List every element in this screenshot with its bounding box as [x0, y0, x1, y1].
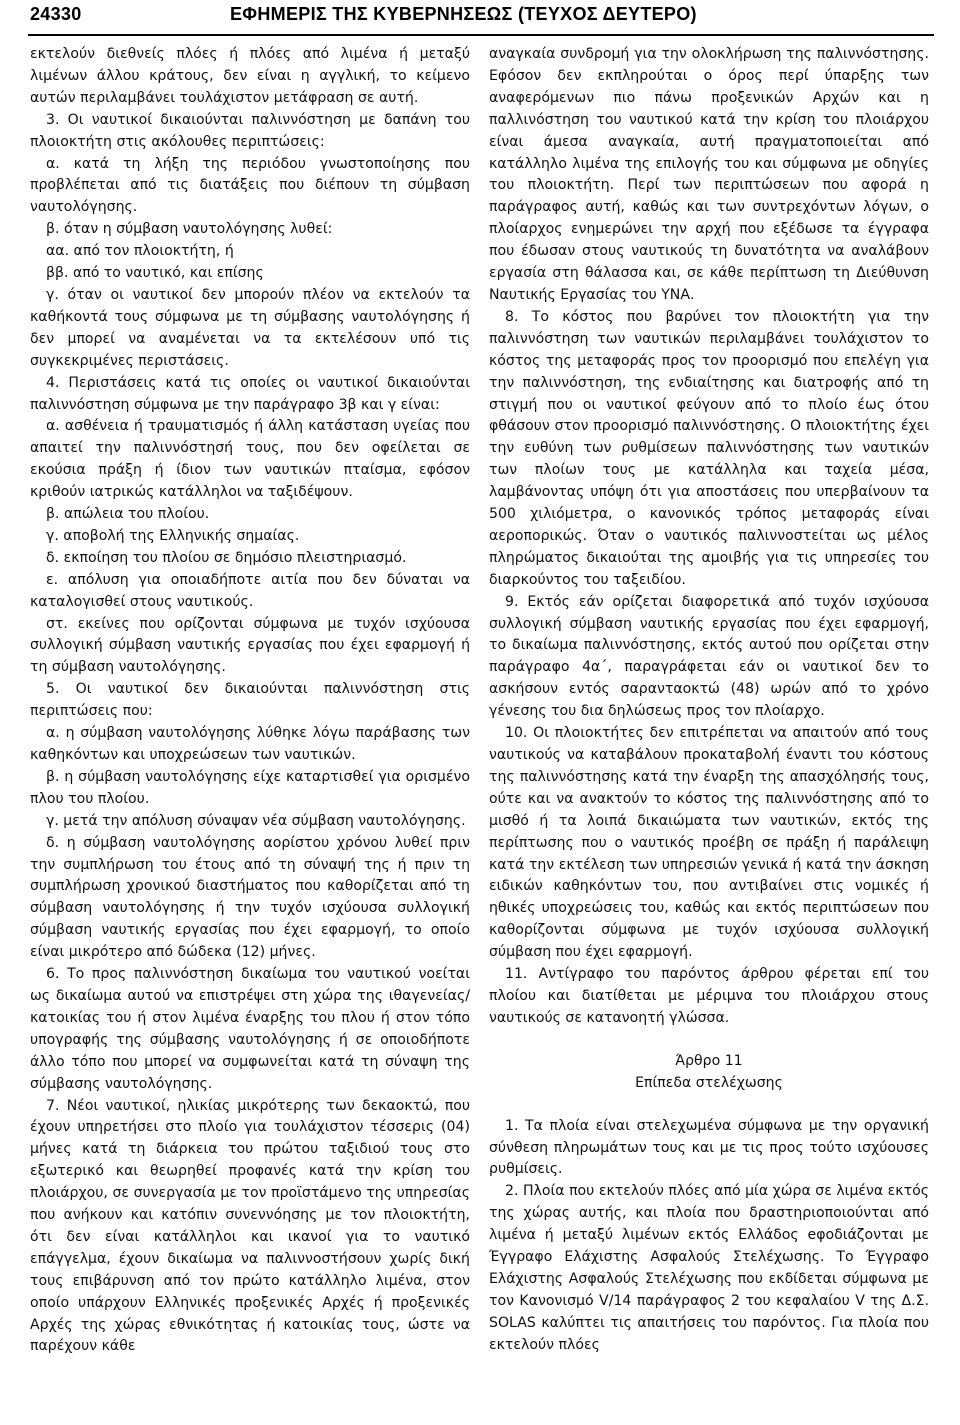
paragraph: β. όταν η σύμβαση ναυτολόγησης λυθεί: [46, 221, 333, 238]
paragraph: α. η σύμβαση ναυτολόγησης λύθηκε λόγω παράβασης των καθηκόντων και υποχρεώσεων των ναυτικών. [30, 725, 470, 763]
paragraph: 10. Οι πλοιοκτήτες δεν επιτρέπεται να απαιτούν από τους ναυτικούς να καταβάλουν προκαταβολή έναντι του κόστους της παλιννόστησης κατά την έναρξη της απασχόλησής τους, ούτε και να ανακτούν το κόστος της παλιννόστησης από το μισθό ή τα λοιπά δικαιώματα των ναυτικών, εκτός της περίπτωσης που ο ναυτικός προέβη σε πράξη ή παράλειψη κατά την εκτέλεση των υπηρεσιών γενικά ή κατά την άσκηση ειδικών καθηκόντων του, που αντιβαίνει στις νομικές ή ηθικές υποχρεώσεις του, καθώς και εκτός περιπτώσεων που καθορίζονται σύμφωνα με τυχόν ισχύουσα συλλογική σύμβαση που έχει εφαρμογή. [489, 725, 929, 961]
paragraph: ε. απόλυση για οποιαδήποτε αιτία που δεν δύναται να καταλογισθεί στους ναυτικούς. [30, 571, 470, 610]
paragraph: α. ασθένεια ή τραυματισμός ή άλλη κατάσταση υγείας που απαιτεί την παλιννόστησή τους, που δεν οφείλεται σε εκούσια πράξη ή ίδιον των ναυτικών πταίσμα, εφόσον κριθούν ιατρικώς κατάλληλοι να ταξιδέψουν. [30, 418, 470, 501]
paragraph: εκτελούν διεθνείς πλόες ή πλόες από λιμένα ή μεταξύ λιμένων άλλου κράτους, δεν είναι η αγγλική, το κείμενο αυτών περιλαμβάνει τουλάχιστον μετάφραση σε αυτή. [30, 46, 470, 106]
paragraph: 9. Εκτός εάν ορίζεται διαφορετικά από τυχόν ισχύουσα συλλογική σύμβαση ναυτικής εργασίας που έχει εφαρμογή, το δικαίωμα παλιννόστησης, εκτός αυτού που ορίζεται στην παράγραφο 4α΄, παραγράφεται εάν οι ναυτικοί δεν το ασκήσουν εντός σαρανταοκτώ (48) ωρών από το χρόνο γένεσης του δια δηλώσεως προς τον πλοίαρχο. [489, 593, 929, 720]
paragraph: 4. Περιστάσεις κατά τις οποίες οι ναυτικοί δικαιούνται παλιννόστηση σύμφωνα με την παράγραφο 3β και γ είναι: [30, 374, 470, 413]
paragraph: γ. όταν οι ναυτικοί δεν μπορούν πλέον να εκτελούν τα καθήκοντά τους σύμφωνα με τη σύμβασης ναυτολόγησης ή δεν μπορεί να αναμένεται να τα εκτελέσουν υπό τις συγκεκριμένες περιστάσεις. [30, 286, 470, 369]
paragraph: 3. Οι ναυτικοί δικαιούνται παλιννόστηση με δαπάνη του πλοιοκτήτη στις ακόλουθες περιπτώσεις: [30, 111, 470, 150]
paragraph: αα. από τον πλοιοκτήτη, ή [46, 243, 234, 260]
right-column [489, 44, 929, 1357]
paragraph: ββ. από το ναυτικό, και επίσης [46, 265, 264, 282]
paragraph: 2. Πλοία που εκτελούν πλόες από μία χώρα σε λιμένα εκτός της χώρας αυτής, και πλοία που δραστηριοποιούνται από λιμένα ή μεταξύ λιμένων εκτός Ελλάδος eφοδιάζονται με Έγγραφο Ελάχιστης Ασφαλούς Στελέχωσης. Το Έγγραφο Ελάχιστης Ασφαλούς Στελέχωσης που εκδίδεται σύμφωνα με τον Κανονισμό V/14 παράγραφος 2 του κεφαλαίου V της Δ.Σ. SOLAS καλύπτει τις απαιτήσεις του παρόντος. Για πλοία που εκτελούν πλόες [489, 1183, 929, 1353]
paragraph: αναγκαία συνδρομή για την ολοκλήρωση της παλιννόστησης. Εφόσον δεν εκπληρούται ο όρος περί ύπαρξης των αναφερόμενων πιο πάνω προξενικών Αρχών και η παλλινόστηση του ναυτικού κατά την κρίση του πλοιάρχου είναι άμεσα αναγκαία, αυτή πραγματοποιείται από κατάλληλο λιμένα της επιλογής του και σύμφωνα με οδηγίες του πλοιοκτήτη. Περί των περιπτώσεων που αφορά η παράγραφος αυτή, καθώς και των συντρεχόντων λόγων, ο πλοίαρχος ενημερώνει την αρχή που εξέδωσε τα έγγραφα που έδωσαν στους ναυτικούς τη δυνατότητα να αναλάβουν εργασία στη θάλασσα και, σε κάθε περίπτωση τη Διεύθυνση Ναυτικής Εργασίας του ΥΝΑ. [489, 46, 929, 303]
header-rule [28, 34, 934, 36]
paragraph: 5. Οι ναυτικοί δεν δικαιούνται παλιννόστηση στις περιπτώσεις που: [30, 681, 470, 720]
paragraph: γ. μετά την απόλυση σύναψαν νέα σύμβαση ναυτολόγησης. [46, 812, 466, 829]
paragraph: β. απώλεια του πλοίου. [46, 506, 210, 523]
paragraph: δ. εκποίηση του πλοίου σε δημόσιο πλειστηριασμό. [46, 549, 407, 566]
paragraph: α. κατά τη λήξη της περιόδου γνωστοποίησης που προβλέπεται από τις διατάξεις που διέπουν τη σύμβαση ναυτολόγησης. [30, 155, 470, 216]
paragraph: 11. Αντίγραφο του παρόντος άρθρου φέρεται επί του πλοίου και διατίθεται με μέριμνα του πλοιάρχου στους ναυτικούς σε κατανοητή γλώσσα. [489, 966, 929, 1026]
page-header [0, 0, 960, 36]
left-column [30, 44, 470, 1358]
gazette-title: ΕΦΗΜΕΡΙΣ ΤΗΣ ΚΥΒΕΡΝΗΣΕΩΣ (ΤΕΥΧΟΣ ΔΕΥΤΕΡΟ) [230, 4, 697, 24]
paragraph: δ. η σύμβαση ναυτολόγησης αορίστου χρόνου λυθεί πριν την συμπλήρωση του έτους από τη σύναψή της ή πριν τη συμπλήρωση χρονικού διαστήματος που καθορίζεται από τη σύμβαση ναυτολόγησης ή την τυχόν ισχύουσα συλλογική σύμβαση ναυτικής εργασίας που έχει εφαρμογή, το οποίο είναι μικρότερο από δώδεκα (12) μήνες. [30, 834, 470, 961]
paragraph: στ. εκείνες που ορίζονται σύμφωνα με τυχόν ισχύουσα συλλογική σύμβαση ναυτικής εργασίας που έχει εφαρμογή ή τη σύμβαση ναυτολόγησης. [30, 615, 470, 676]
paragraph: β. η σύμβαση ναυτολόγησης είχε καταρτισθεί για ορισμένο πλου του πλοίου. [30, 768, 470, 807]
page-number: 24330 [30, 4, 82, 24]
paragraph: 6. Το προς παλιννόστηση δικαίωμα του ναυτικού νοείται ως δικαίωμα αυτού να επιστρέψει στη χώρα της ιθαγενείας/κατοικίας του ή στον λιμένα έναρξης του πλου ή στον τόπο υπογραφής της σύμβασης ναυτολόγησης ή σε οποιοδήποτε άλλο τόπο που μπορεί να συμφωνείται κατά τη σύναψη της σύμβασης ναυτολόγησης. [30, 966, 470, 1092]
article-title: Επίπεδα στελέχωσης [635, 1074, 783, 1091]
paragraph: γ. αποβολή της Ελληνικής σημαίας. [46, 527, 300, 544]
paragraph: 7. Νέοι ναυτικοί, ηλικίας μικρότερης των δεκαοκτώ, που έχουν υπηρετήσει στο πλοίο για τουλάχιστον τέσσερις (04) μήνες κατά τη διάρκεια του πρώτου ταξιδιού τους στο εξωτερικό και θεωρηθεί προφανές κατά την κρίση του πλοιάρχου, σε συνεργασία με τον προϊστάμενο της υπηρεσίας που ανήκουν και κατόπιν συνεννόησης με τον πλοιοκτήτη, ότι δεν είναι κατάλληλοι και ικανοί για το ναυτικό επάγγελμα, έχουν δικαίωμα να παλιννοστήσουν χωρίς δική τους επιβάρυνση από τον πρώτο κατάλληλο λιμένα, στον οποίο υπάρχουν Ελληνικές προξενικές Αρχές ή προξενικές Αρχές της χώρας εθνικότητας ή κατοικίας τους, ώστε να παρέχουν κάθε [30, 1097, 470, 1355]
paragraph: 1. Τα πλοία είναι στελεχωμένα σύμφωνα με την οργανική σύνθεση πληρωμάτων τους και με τις προς τούτο ισχύουσες ρυθμίσεις. [489, 1117, 929, 1178]
paragraph: 8. Το κόστος που βαρύνει τον πλοιοκτήτη για την παλιννόστηση των ναυτικών περιλαμβάνει τουλάχιστον το κόστος της μεταφοράς προς τον προορισμό που επελέγη για την παλιννόστηση, της ενδιαίτησης και διατροφής από τη στιγμή που οι ναυτικοί φεύγουν από το πλοίο έως ότου φθάσουν στον προορισμό παλιννόστησης. Ο πλοιοκτήτης έχει την ευθύνη των ρυθμίσεων παλιννόστησης των ναυτικών των πλοίων τους με κατάλληλα και ταχεία μέσα, λαμβάνοντας υπόψη ότι για αποστάσεις που υπερβαίνουν τα 500 χιλιόμετρα, ο κανονικός τρόπος μεταφοράς είναι αεροπορικώς. Όταν ο ναυτικός παλιννοστείται ως μέλος πληρώματος δικαιούται της αμοιβής για τις υπηρεσίες του διαρκούντος του ταξειδίου. [489, 308, 929, 588]
article-number: Άρθρο 11 [675, 1052, 743, 1069]
